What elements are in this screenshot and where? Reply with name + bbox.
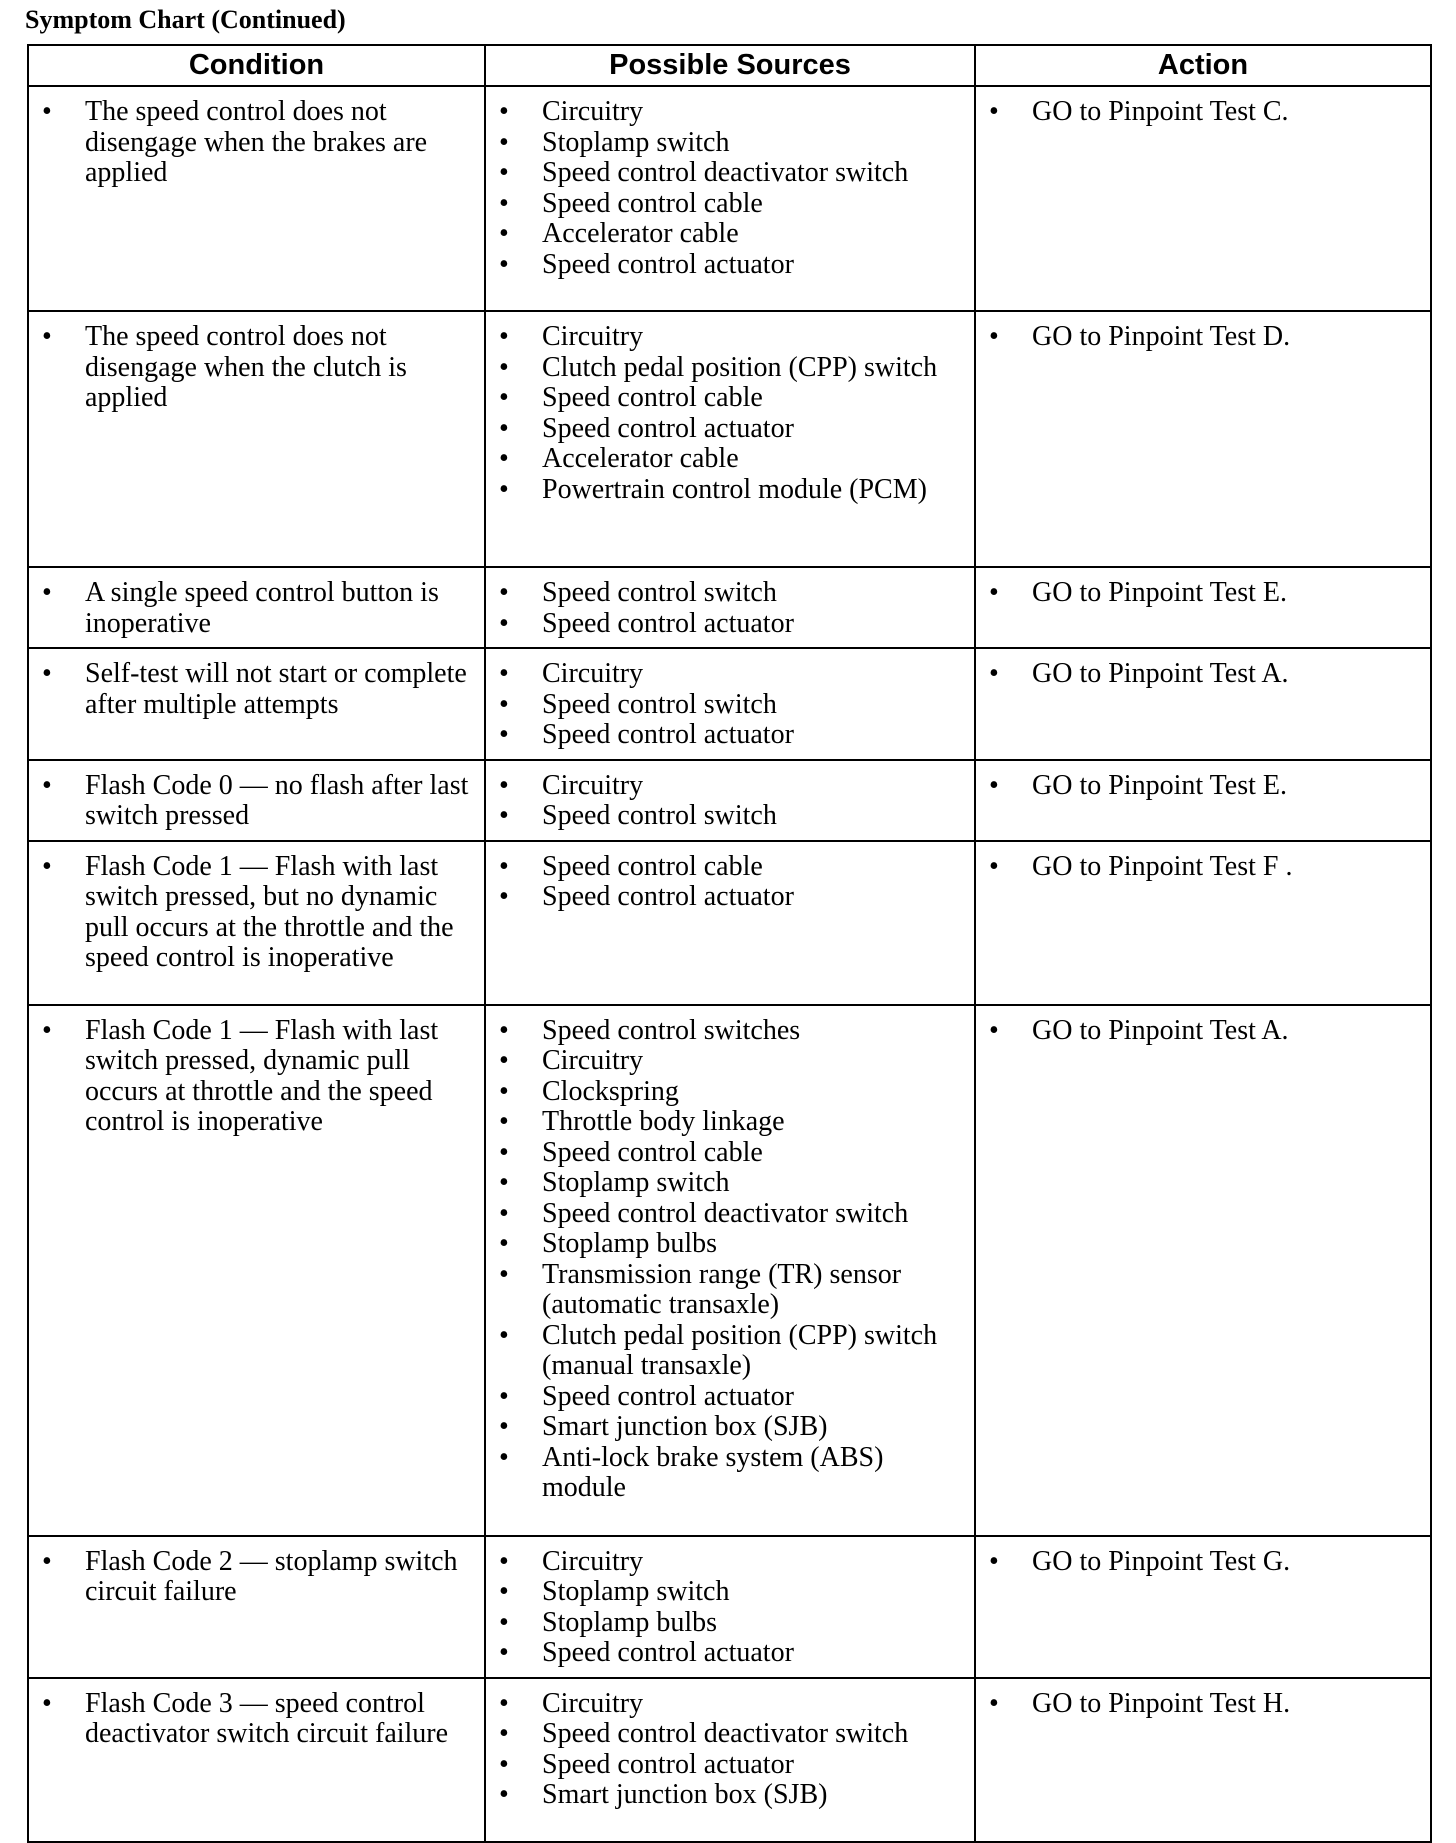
- possible-source-item: • Speed control actuator: [486, 1638, 970, 1669]
- action-text: • GO to Pinpoint Test C.: [976, 97, 1426, 128]
- action-cell: [975, 567, 1431, 648]
- action-list: [976, 312, 1430, 361]
- condition-list: [29, 649, 484, 728]
- possible-source-item: • Speed control cable: [486, 189, 970, 220]
- action-list: [976, 1006, 1430, 1055]
- condition-cell: [28, 311, 485, 567]
- action-cell: [975, 1536, 1431, 1678]
- action-text: • GO to Pinpoint Test A.: [976, 659, 1426, 690]
- possible-source-item: • Speed control cable: [486, 383, 970, 414]
- condition-text: • Flash Code 2 — stoplamp switch circuit failure: [29, 1547, 480, 1608]
- condition-text: • Flash Code 1 — Flash with last switch pressed, dynamic pull occurs at throttle and the speed control is inoperative: [29, 1016, 480, 1138]
- symptom-table: [27, 44, 1432, 1843]
- possible-source-item: • Clockspring: [486, 1077, 970, 1108]
- possible-source-item: • Circuitry: [486, 771, 970, 802]
- action-text: • GO to Pinpoint Test G.: [976, 1547, 1426, 1578]
- possible-source-item: • Throttle body linkage: [486, 1107, 970, 1138]
- condition-cell: [28, 1005, 485, 1536]
- condition-cell: [28, 760, 485, 841]
- condition-list: [29, 1537, 484, 1616]
- possible-sources-list: [486, 1679, 974, 1819]
- action-list: [976, 568, 1430, 617]
- possible-source-item: • Stoplamp bulbs: [486, 1608, 970, 1639]
- possible-sources-list: [486, 568, 974, 647]
- possible-sources-list: [486, 842, 974, 921]
- possible-source-item: • Circuitry: [486, 1689, 970, 1720]
- possible-source-item: • Stoplamp bulbs: [486, 1229, 970, 1260]
- condition-list: [29, 312, 484, 422]
- possible-source-item: • Accelerator cable: [486, 219, 970, 250]
- table-row: [28, 1678, 1431, 1842]
- possible-sources-cell: [485, 1536, 975, 1678]
- action-cell: [975, 1005, 1431, 1536]
- condition-list: [29, 842, 484, 982]
- possible-source-item: • Transmission range (TR) sensor (automatic transaxle): [486, 1260, 970, 1321]
- condition-list: [29, 1679, 484, 1758]
- possible-sources-list: [486, 649, 974, 759]
- possible-source-item: • Circuitry: [486, 1547, 970, 1578]
- possible-source-item: • Stoplamp switch: [486, 128, 970, 159]
- possible-source-item: • Speed control actuator: [486, 609, 970, 640]
- possible-source-item: • Circuitry: [486, 97, 970, 128]
- condition-cell: [28, 841, 485, 1005]
- possible-source-item: • Speed control deactivator switch: [486, 1199, 970, 1230]
- possible-sources-column-header: Possible Sources: [485, 45, 975, 86]
- action-column-header: Action: [975, 45, 1431, 86]
- table-row: [28, 567, 1431, 648]
- possible-sources-cell: [485, 1005, 975, 1536]
- action-cell: [975, 1678, 1431, 1842]
- condition-cell: [28, 1536, 485, 1678]
- action-list: [976, 649, 1430, 698]
- table-row: [28, 1536, 1431, 1678]
- action-cell: [975, 841, 1431, 1005]
- possible-sources-cell: [485, 841, 975, 1005]
- possible-source-item: • Circuitry: [486, 1046, 970, 1077]
- condition-list: [29, 1006, 484, 1146]
- header-row: [28, 45, 1431, 86]
- table-body: [28, 86, 1431, 1842]
- condition-column-header: Condition: [28, 45, 485, 86]
- condition-list: [29, 87, 484, 197]
- possible-source-item: • Speed control switch: [486, 801, 970, 832]
- possible-source-item: • Speed control switch: [486, 578, 970, 609]
- action-text: • GO to Pinpoint Test D.: [976, 322, 1426, 353]
- possible-source-item: • Stoplamp switch: [486, 1577, 970, 1608]
- possible-sources-cell: [485, 86, 975, 311]
- condition-text: • The speed control does not disengage when the clutch is applied: [29, 322, 480, 414]
- possible-sources-list: [486, 312, 974, 513]
- table-row: [28, 86, 1431, 311]
- possible-sources-cell: [485, 648, 975, 760]
- possible-source-item: • Speed control actuator: [486, 1750, 970, 1781]
- possible-source-item: • Speed control actuator: [486, 250, 970, 281]
- page-title: Symptom Chart (Continued): [25, 5, 346, 34]
- possible-sources-cell: [485, 311, 975, 567]
- action-list: [976, 761, 1430, 810]
- action-list: [976, 1537, 1430, 1586]
- condition-text: • The speed control does not disengage when the brakes are applied: [29, 97, 480, 189]
- condition-text: • Flash Code 3 — speed control deactivator switch circuit failure: [29, 1689, 480, 1750]
- possible-sources-list: [486, 87, 974, 288]
- action-text: • GO to Pinpoint Test F .: [976, 852, 1426, 883]
- condition-text: • Flash Code 0 — no flash after last switch pressed: [29, 771, 480, 832]
- possible-source-item: • Speed control switches: [486, 1016, 970, 1047]
- possible-source-item: • Smart junction box (SJB): [486, 1412, 970, 1443]
- possible-sources-cell: [485, 1678, 975, 1842]
- possible-source-item: • Speed control deactivator switch: [486, 158, 970, 189]
- condition-cell: [28, 648, 485, 760]
- action-cell: [975, 311, 1431, 567]
- possible-source-item: • Circuitry: [486, 322, 970, 353]
- possible-sources-cell: [485, 760, 975, 841]
- condition-text: • Self-test will not start or complete after multiple attempts: [29, 659, 480, 720]
- possible-source-item: • Speed control deactivator switch: [486, 1719, 970, 1750]
- condition-cell: [28, 567, 485, 648]
- possible-source-item: • Powertrain control module (PCM): [486, 475, 970, 506]
- possible-source-item: • Circuitry: [486, 659, 970, 690]
- table-row: [28, 841, 1431, 1005]
- condition-list: [29, 761, 484, 840]
- possible-source-item: • Speed control cable: [486, 852, 970, 883]
- condition-text: • Flash Code 1 — Flash with last switch pressed, but no dynamic pull occurs at the throttle and the speed control is inoperative: [29, 852, 480, 974]
- possible-source-item: • Speed control actuator: [486, 720, 970, 751]
- possible-source-item: • Anti-lock brake system (ABS) module: [486, 1443, 970, 1504]
- condition-cell: [28, 86, 485, 311]
- action-list: [976, 87, 1430, 136]
- action-cell: [975, 760, 1431, 841]
- action-list: [976, 1679, 1430, 1728]
- possible-sources-list: [486, 1006, 974, 1512]
- possible-source-item: • Speed control actuator: [486, 882, 970, 913]
- action-text: • GO to Pinpoint Test A.: [976, 1016, 1426, 1047]
- condition-text: • A single speed control button is inoperative: [29, 578, 480, 639]
- possible-source-item: • Smart junction box (SJB): [486, 1780, 970, 1811]
- action-text: • GO to Pinpoint Test H.: [976, 1689, 1426, 1720]
- possible-sources-cell: [485, 567, 975, 648]
- action-list: [976, 842, 1430, 891]
- possible-source-item: • Speed control switch: [486, 690, 970, 721]
- action-cell: [975, 648, 1431, 760]
- condition-cell: [28, 1678, 485, 1842]
- possible-source-item: • Speed control cable: [486, 1138, 970, 1169]
- table-row: [28, 311, 1431, 567]
- possible-source-item: • Clutch pedal position (CPP) switch (manual transaxle): [486, 1321, 970, 1382]
- possible-source-item: • Speed control actuator: [486, 414, 970, 445]
- action-text: • GO to Pinpoint Test E.: [976, 771, 1426, 802]
- possible-sources-list: [486, 1537, 974, 1677]
- table-row: [28, 1005, 1431, 1536]
- possible-sources-list: [486, 761, 974, 840]
- table-row: [28, 760, 1431, 841]
- possible-source-item: • Speed control actuator: [486, 1382, 970, 1413]
- possible-source-item: • Stoplamp switch: [486, 1168, 970, 1199]
- possible-source-item: • Clutch pedal position (CPP) switch: [486, 353, 970, 384]
- possible-source-item: • Accelerator cable: [486, 444, 970, 475]
- action-cell: [975, 86, 1431, 311]
- table-row: [28, 648, 1431, 760]
- action-text: • GO to Pinpoint Test E.: [976, 578, 1426, 609]
- condition-list: [29, 568, 484, 647]
